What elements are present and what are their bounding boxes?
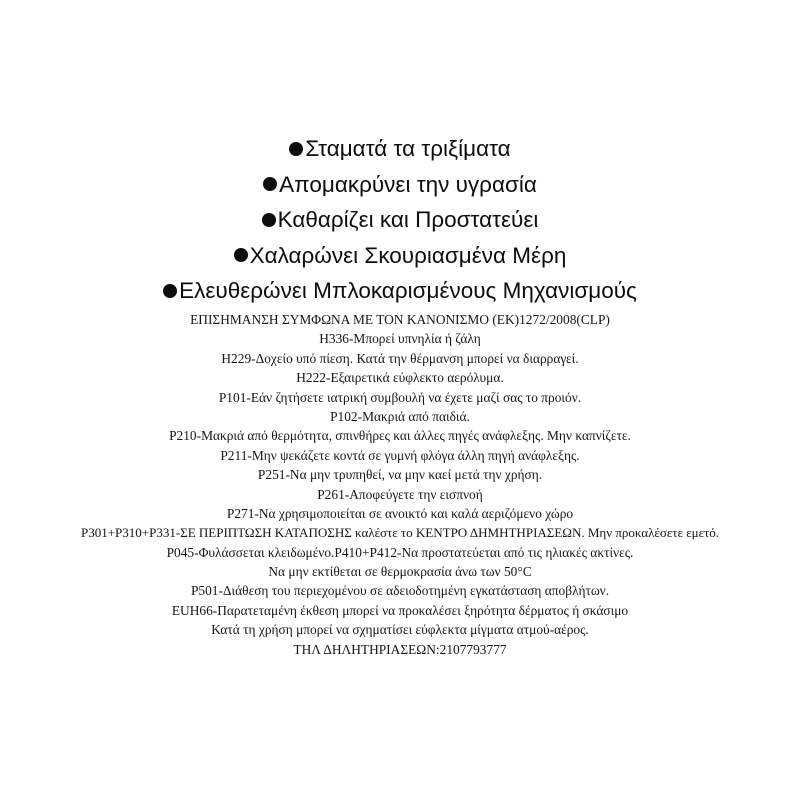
hazard-statement: Η229-Δοχείο υπό πίεση. Κατά την θέρμανση μπορεί να διαρραγεί. [221, 350, 579, 366]
precaution-statement: Ρ251-Να μην τρυπηθεί, να μην καεί μετά την χρήση. [257, 467, 543, 483]
bullet-dot-icon [263, 177, 277, 191]
feature-text: Απομακρύνει την υγρασία [279, 171, 537, 197]
precaution-statement: Ρ271-Να χρησιμοποιείται σε ανοικτό και καλά αεριζόμενο χώρο [226, 505, 574, 521]
precaution-statement: Ρ102-Μακριά από παιδιά. [330, 408, 470, 424]
precaution-statement: Ρ101-Εάν ζητήσετε ιατρική συμβουλή να έχετε μαζί σας το προιόν. [218, 389, 582, 405]
feature-text: Σταματά τα τριξίματα [305, 136, 511, 161]
hazard-statement: Η222-Εξαιρετικά εύφλεκτο αερόλυμα. [296, 370, 504, 386]
hazard-statement: Η336-Μπορεί υπνηλία ή ζάλη [319, 331, 481, 347]
precaution-statement: Ρ211-Μην ψεκάζετε κοντά σε γυμνή φλόγα άλλη πηγή ανάφλεξης. [220, 447, 580, 463]
bullet-dot-icon [289, 142, 303, 156]
feature-text: Ελευθερώνει Μπλοκαρισμένους Μηχανισμούς [179, 278, 637, 303]
bullet-dot-icon [262, 213, 276, 227]
precaution-statement: Ρ045-Φυλάσσεται κλειδωμένο.Ρ410+Ρ412-Να προστατεύεται από τις ηλιακές ακτίνες. [166, 544, 634, 560]
usage-note: Κατά τη χρήση μπορεί να σχηματίσει εύφλεκτα μίγματα ατμού-αέρος. [211, 622, 589, 638]
feature-text: Χαλαρώνει Σκουριασμένα Μέρη [249, 242, 567, 268]
poison-center-phone: ΤΗΛ ΔΗΛΗΤΗΡΙΑΣΕΩΝ:2107793777 [293, 641, 507, 657]
feature-bullet [0, 202, 800, 238]
precaution-statement: Ρ501-Διάθεση του περιεχομένου σε αδειοδοτημένη εγκατάσταση αποβλήτων. [190, 583, 610, 599]
clp-heading: ΕΠΙΣΗΜΑΝΣΗ ΣΥΜΦΩΝΑ ΜΕ ΤΟΝ ΚΑΝΟΝΙΣΜΟ (ΕΚ)1272/2008(CLP) [190, 312, 610, 327]
feature-text: Καθαρίζει και Προστατεύει [277, 207, 539, 232]
feature-bullet [0, 238, 800, 274]
feature-bullet-list [0, 131, 800, 309]
euh-statement: EUH66-Παρατεταμένη έκθεση μπορεί να προκαλέσει ξηρότητα δέρματος ή σκάσιμο [171, 602, 629, 618]
precaution-statement: Ρ301+Ρ310+Ρ331-ΣΕ ΠΕΡΙΠΤΩΣΗ ΚΑΤΑΠΟΣΗΣ καλέστε το ΚΕΝΤΡΟ ΔΗΜΗΤΗΡΙΑΣΕΩΝ. Μην προκαλέσετε εμετό. [81, 525, 719, 541]
precaution-statement: Ρ261-Αποφεύγετε την εισπνοή [317, 486, 483, 502]
hazard-statements-block [0, 310, 800, 659]
precaution-statement: Ρ210-Μακριά από θερμότητα, σπινθήρες και άλλες πηγές ανάφλεξης. Μην καπνίζετε. [169, 428, 631, 444]
feature-bullet [0, 273, 800, 309]
precaution-statement: Να μην εκτίθεται σε θερμοκρασία άνω των 50°C [268, 564, 532, 580]
feature-bullet [0, 131, 800, 167]
feature-bullet [0, 167, 800, 203]
bullet-dot-icon [163, 284, 177, 298]
bullet-dot-icon [234, 248, 248, 262]
